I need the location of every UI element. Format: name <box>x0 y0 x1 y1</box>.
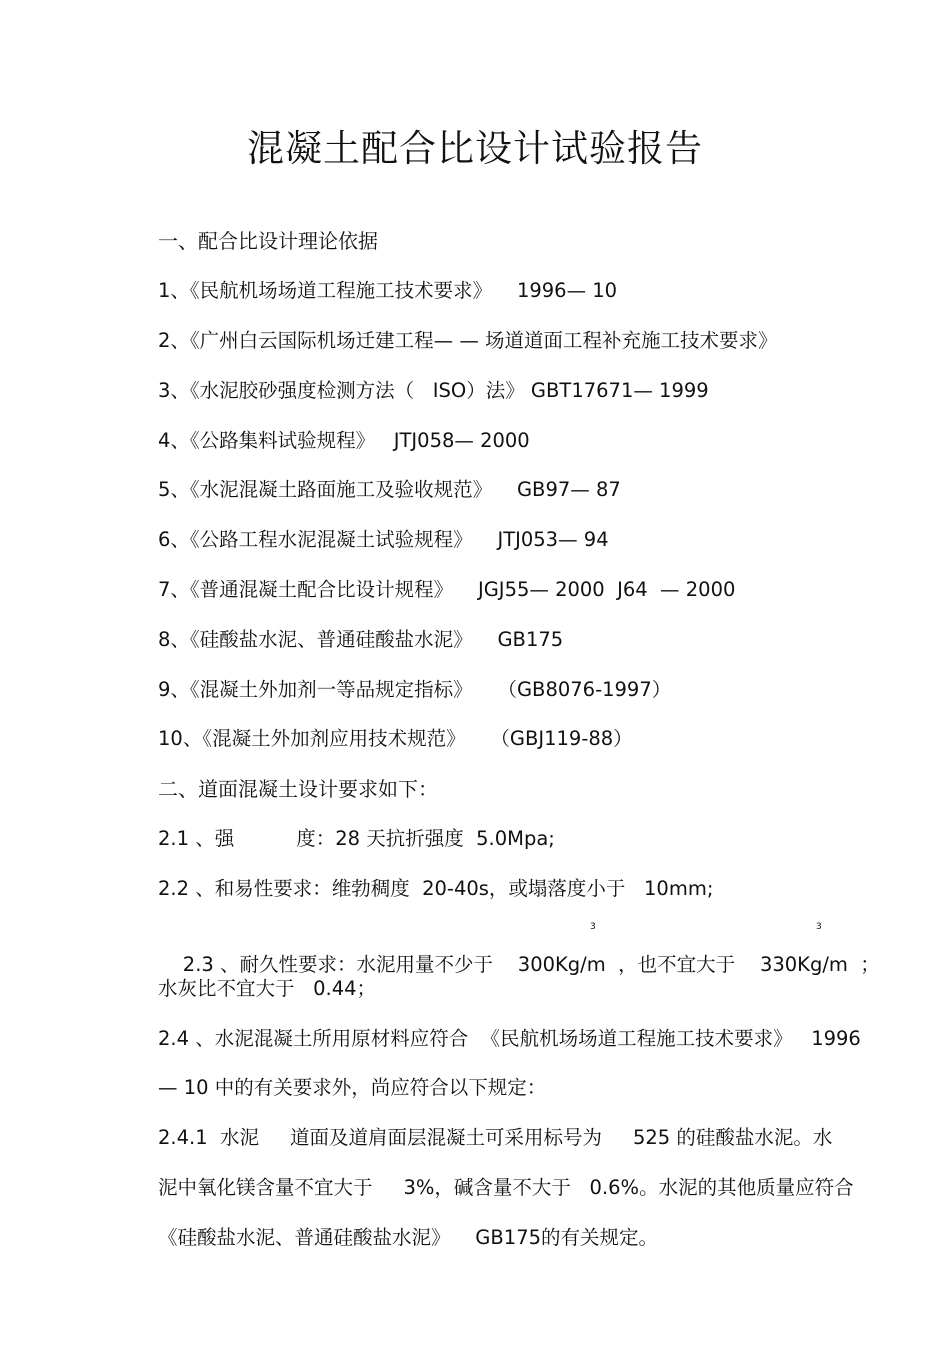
superscript-cubic-1: 3 <box>590 922 596 932</box>
requirement-2-4-1-cont2: 《硅酸盐水泥、普通硅酸盐水泥》 GB175的有关规定。 <box>158 1226 659 1249</box>
requirement-2-4-1: 2.4.1 水泥 道面及道肩面层混凝土可采用标号为 525 的硅酸盐水泥。水 <box>158 1126 833 1149</box>
reference-4: 4、《公路集料试验规程》 JTJ058— 2000 <box>158 429 530 452</box>
requirement-2-4-cont: — 10 中的有关要求外，尚应符合以下规定： <box>158 1076 547 1099</box>
requirement-2-4: 2.4 、水泥混凝土所用原材料应符合 《民航机场场道工程施工技术要求》 1996 <box>158 1027 861 1050</box>
requirement-2-4-1-cont1: 泥中氧化镁含量不宜大于 3%，碱含量不大于 0.6%。水泥的其他质量应符合 <box>158 1176 854 1199</box>
superscript-cubic-2: 3 <box>816 922 822 932</box>
requirement-2-1: 2.1 、强 度：28 天抗折强度 5.0Mpa; <box>158 827 555 850</box>
section-heading-1: 一、配合比设计理论依据 <box>158 229 378 253</box>
reference-10: 10、《混凝土外加剂应用技术规范》 （GBJ119-88） <box>158 727 633 750</box>
requirement-2-3-cont: 水灰比不宜大于 0.44； <box>158 977 377 1000</box>
document-title: 混凝土配合比设计试验报告 <box>247 127 703 170</box>
reference-9: 9、《混凝土外加剂一等品规定指标》 （GB8076-1997） <box>158 678 672 701</box>
requirement-2-3-text: 2.3 、耐久性要求：水泥用量不少于 300Kg/m ，也不宜大于 330Kg/m ； <box>182 953 880 976</box>
reference-6: 6、《公路工程水泥混凝土试验规程》 JTJ053— 94 <box>158 528 609 551</box>
reference-8: 8、《硅酸盐水泥、普通硅酸盐水泥》 GB175 <box>158 628 564 651</box>
reference-5: 5、《水泥混凝土路面施工及验收规范》 GB97— 87 <box>158 478 621 501</box>
reference-2: 2、《广州白云国际机场迁建工程— — 场道道面工程补充施工技术要求》 <box>158 329 778 352</box>
reference-1: 1、《民航机场场道工程施工技术要求》 1996— 10 <box>158 279 618 302</box>
reference-3: 3、《水泥胶砂强度检测方法（ ISO）法》 GBT17671— 1999 <box>158 379 709 402</box>
section-heading-2: 二、道面混凝土设计要求如下： <box>158 777 438 801</box>
reference-7: 7、《普通混凝土配合比设计规程》 JGJ55— 2000 J64 — 2000 <box>158 578 736 601</box>
requirement-2-2: 2.2 、和易性要求：维勃稠度 20-40s，或塌落度小于 10mm; <box>158 877 714 900</box>
